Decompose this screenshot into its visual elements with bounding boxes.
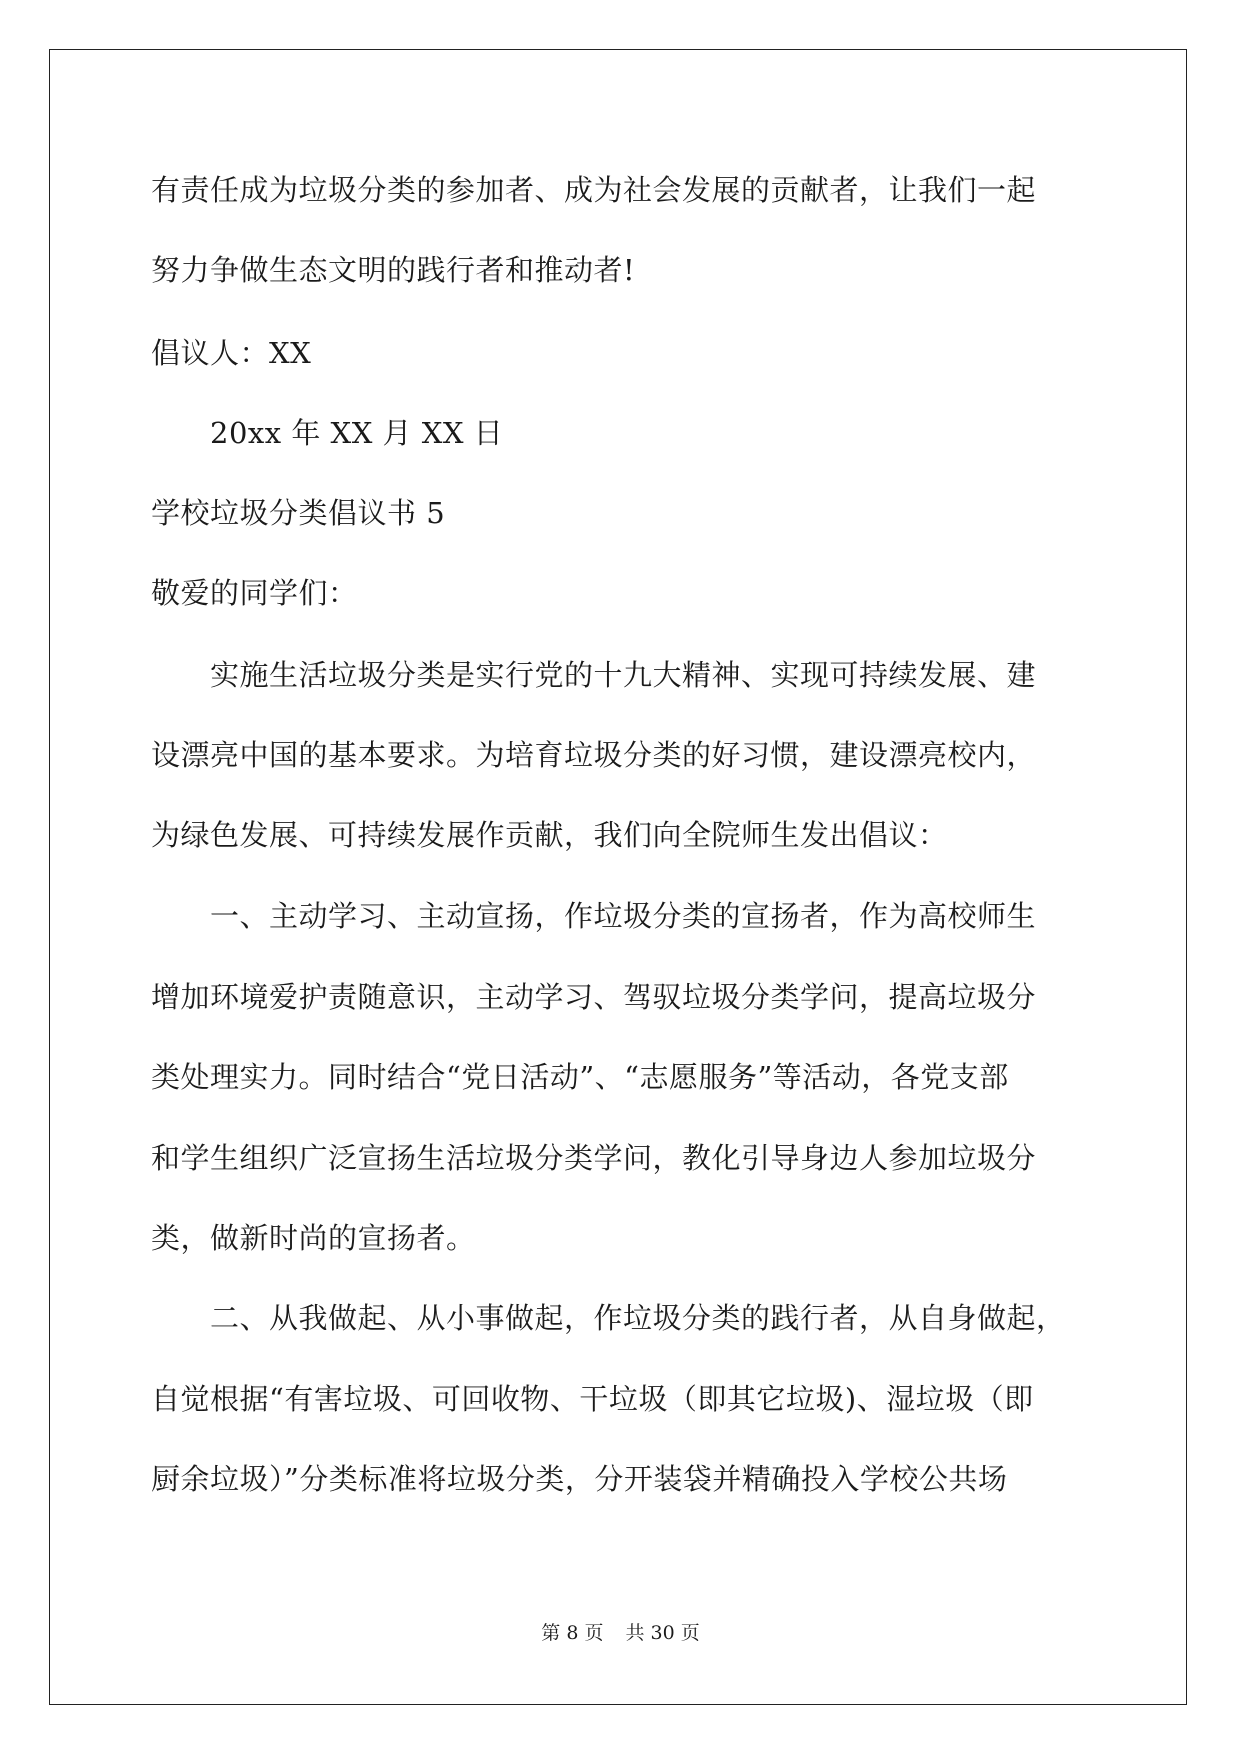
paragraph-line: 类，做新时尚的宣扬者。 xyxy=(151,1221,476,1255)
salutation: 敬爱的同学们： xyxy=(151,576,358,610)
paragraph-line: 自觉根据“有害垃圾、可回收物、干垃圾（即其它垃圾)、湿垃圾（即 xyxy=(151,1382,1034,1416)
paragraph-line: 类处理实力。同时结合“党日活动”、“志愿服务”等活动，各党支部 xyxy=(151,1060,1009,1094)
paragraph-line: 实施生活垃圾分类是实行党的十九大精神、实现可持续发展、建 xyxy=(210,658,1037,692)
page-border xyxy=(49,49,1187,1705)
paragraph-line: 为绿色发展、可持续发展作贡献，我们向全院师生发出倡议： xyxy=(151,818,948,852)
section-title: 学校垃圾分类倡议书 5 xyxy=(151,496,446,530)
page-number-current: 第 8 页 xyxy=(541,1622,604,1644)
paragraph-line: 努力争做生态文明的践行者和推动者! xyxy=(151,253,636,287)
paragraph-line: 厨余垃圾）”分类标准将垃圾分类，分开装袋并精确投入学校公共场 xyxy=(151,1462,1008,1496)
page-footer xyxy=(0,1621,1241,1645)
signatory-line: 倡议人：XX xyxy=(151,336,312,370)
paragraph-line: 和学生组织广泛宣扬生活垃圾分类学问，教化引导身边人参加垃圾分 xyxy=(151,1141,1037,1175)
date-line: 20xx 年 XX 月 XX 日 xyxy=(210,416,504,450)
page-number-total: 共 30 页 xyxy=(625,1622,700,1644)
paragraph-line: 有责任成为垃圾分类的参加者、成为社会发展的贡献者，让我们一起 xyxy=(151,173,1037,207)
paragraph-line: 增加环境爱护责随意识，主动学习、驾驭垃圾分类学问，提高垃圾分 xyxy=(151,980,1037,1014)
paragraph-line: 二、从我做起、从小事做起，作垃圾分类的践行者，从自身做起， xyxy=(210,1301,1066,1335)
paragraph-line: 一、主动学习、主动宣扬，作垃圾分类的宣扬者，作为高校师生 xyxy=(210,899,1037,933)
paragraph-line: 设漂亮中国的基本要求。为培育垃圾分类的好习惯，建设漂亮校内， xyxy=(151,738,1037,772)
